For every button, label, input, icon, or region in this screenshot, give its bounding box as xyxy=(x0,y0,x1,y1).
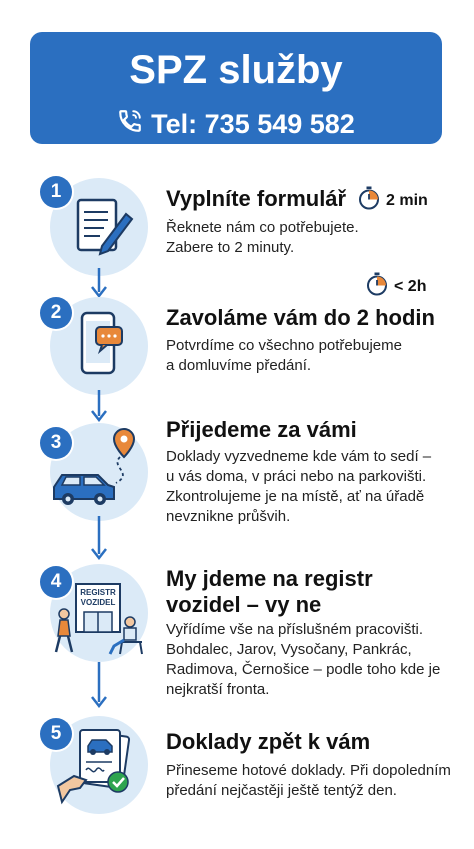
step-title: Zavoláme vám do 2 hodin xyxy=(166,305,435,330)
step-number-badge: 3 xyxy=(40,427,72,459)
description-line: Bohdalec, Jarov, Vysočany, Pankrác, xyxy=(166,641,412,658)
description-line: nevznikne průšvih. xyxy=(166,508,291,525)
down-arrow-icon xyxy=(88,516,110,560)
description-line: Vyřídíme vše na příslušném pracovišti. xyxy=(166,621,424,638)
page-title: SPZ služby xyxy=(129,48,343,92)
phone-line[interactable] xyxy=(30,108,442,140)
timer-label: 2 min xyxy=(386,191,428,209)
description-line: Doklady vyzvedneme kde vám to sedí – xyxy=(166,448,432,465)
step-description xyxy=(166,218,466,258)
step-description xyxy=(166,620,466,700)
step-title: Vyplníte formulář xyxy=(166,186,347,211)
title-line: My jdeme na registr xyxy=(166,566,373,591)
down-arrow-icon xyxy=(88,662,110,708)
timer-badge xyxy=(364,271,426,302)
description-line: Potvrdíme co všechno potřebujeme xyxy=(166,337,402,354)
description-line: nejkratší fronta. xyxy=(166,681,270,698)
step-number-badge: 1 xyxy=(40,176,72,208)
timer-badge xyxy=(356,185,428,216)
step-number-badge: 4 xyxy=(40,566,72,598)
stopwatch-icon xyxy=(364,271,390,302)
description-line: Zabere to 2 minuty. xyxy=(166,239,295,256)
title-line: vozidel – vy ne xyxy=(166,592,322,617)
phone-icon xyxy=(117,108,143,140)
step-title xyxy=(166,566,373,618)
sign-line: VOZIDEL xyxy=(80,598,116,607)
description-line: Zkontrolujeme je na místě, ať na úřadě xyxy=(166,488,425,505)
step-number-badge: 5 xyxy=(40,718,72,750)
step-title: Doklady zpět k vám xyxy=(166,729,371,754)
step-description xyxy=(166,336,466,376)
step-title: Přijedeme za vámi xyxy=(166,417,357,442)
step-description xyxy=(166,761,466,801)
header-banner xyxy=(30,32,442,144)
sign-line: REGISTR xyxy=(80,588,116,597)
description-line: Řeknete nám co potřebujete. xyxy=(166,219,359,236)
step-number-badge: 2 xyxy=(40,297,72,329)
timer-label: < 2h xyxy=(394,277,427,295)
description-line: Přineseme hotové doklady. Při dopoledním xyxy=(166,762,451,779)
phone-number: Tel: 735 549 582 xyxy=(151,109,355,139)
description-line: Radimova, Černošice – podle toho kde je xyxy=(166,661,441,678)
description-line: a domluvíme předání. xyxy=(166,357,312,374)
stopwatch-icon xyxy=(356,185,382,216)
description-line: u vás doma, v práci nebo na parkovišti. xyxy=(166,468,427,485)
step-description xyxy=(166,447,466,527)
description-line: předání nejčastěji ještě tentýž den. xyxy=(166,782,397,799)
